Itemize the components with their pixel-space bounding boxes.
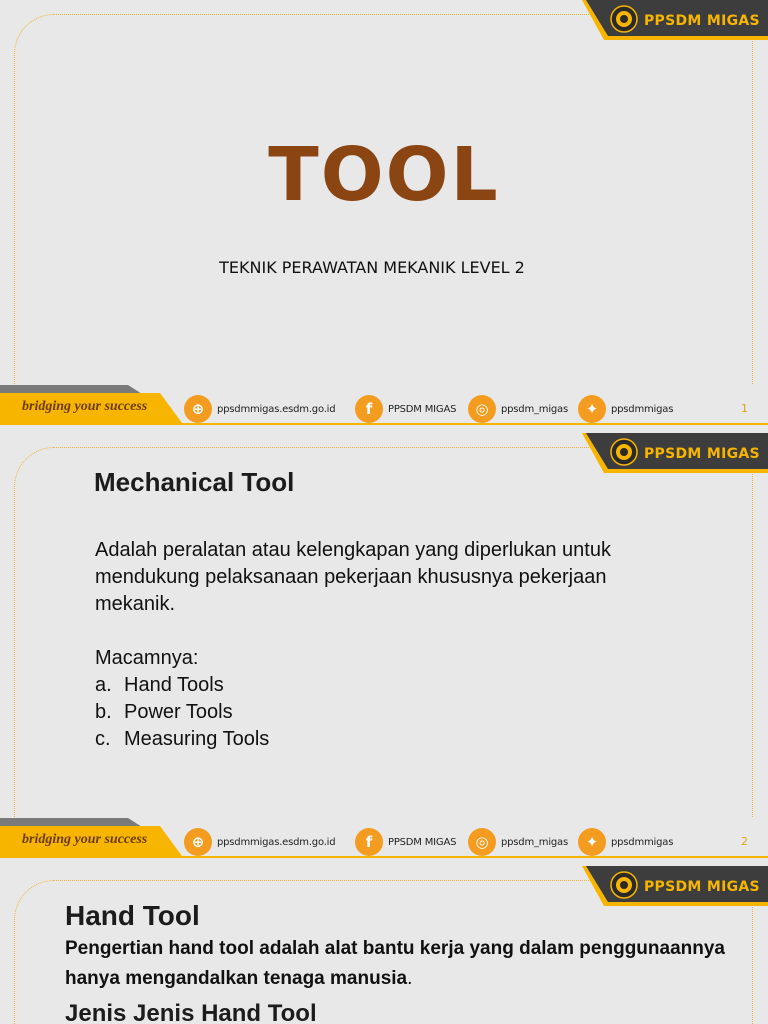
slide-subtitle: TEKNIK PERAWATAN MEKANIK LEVEL 2 [219,258,525,277]
contact-facebook[interactable] [355,828,456,856]
definition-end: . [407,968,413,989]
definition-text: Adalah peralatan atau kelengkapan yang diperlukan untuk mendukung pelaksanaan pekerjaan khususnya pekerjaan mekanik. [95,539,611,615]
contact-instagram[interactable] [468,395,568,423]
slide-title: TOOL [268,132,500,218]
page-number: 2 [741,835,748,848]
brand-badge [582,0,768,46]
contact-website-text: ppsdmmigas.esdm.go.id [217,403,336,415]
slide-footer [0,818,768,866]
contact-website[interactable] [184,828,335,856]
slide-body [95,537,655,753]
brand-name: PPSDM MIGAS [644,446,760,462]
list-item [95,672,655,699]
list-marker: c. [95,728,111,750]
list-marker: a. [95,674,112,696]
contact-facebook[interactable] [355,395,456,423]
tagline: bridging your success [22,399,148,414]
contact-twitter-text: ppsdmmigas [611,403,674,415]
slide-1 [0,0,768,433]
facebook-icon: f [355,828,383,856]
list-item-label: Power Tools [124,701,233,723]
contact-instagram-text: ppsdm_migas [501,836,568,848]
brand-badge [582,866,768,912]
instagram-icon: ◎ [468,828,496,856]
page-number: 1 [741,402,748,415]
globe-icon: ⊕ [184,828,212,856]
slide-heading: Hand Tool [65,900,200,931]
twitter-icon: ✦ [578,395,606,423]
slide-subheading: Jenis Jenis Hand Tool [65,1000,317,1024]
list-item [95,726,655,753]
contact-facebook-text: PPSDM MIGAS [388,403,457,415]
contact-twitter[interactable] [578,395,673,423]
contact-twitter-text: ppsdmmigas [611,836,674,848]
list-marker: b. [95,701,112,723]
definition-paragraph [65,934,725,994]
instagram-icon: ◎ [468,395,496,423]
contact-website[interactable] [184,395,335,423]
contact-website-text: ppsdmmigas.esdm.go.id [217,836,336,848]
brand-name: PPSDM MIGAS [644,13,760,29]
ppsdm-logo-icon [610,5,638,33]
brand-badge [582,433,768,479]
contact-twitter[interactable] [578,828,673,856]
slide-2 [0,433,768,866]
facebook-icon: f [355,395,383,423]
tagline: bridging your success [22,832,148,847]
list-item-label: Measuring Tools [124,728,270,750]
slide-3 [0,866,768,1024]
ppsdm-logo-icon [610,871,638,899]
brand-name: PPSDM MIGAS [644,879,760,895]
list-title: Macamnya: [95,647,199,669]
definition-text: Pengertian hand tool adalah alat bantu kerja yang dalam penggunaannya hanya mengandalkan tenaga manusia [65,938,725,989]
contact-facebook-text: PPSDM MIGAS [388,836,457,848]
ppsdm-logo-icon [610,438,638,466]
twitter-icon: ✦ [578,828,606,856]
list-item-label: Hand Tools [124,674,224,696]
contact-instagram[interactable] [468,828,568,856]
slide-heading: Mechanical Tool [94,467,295,497]
list-item [95,699,655,726]
slide-footer [0,385,768,433]
globe-icon: ⊕ [184,395,212,423]
contact-instagram-text: ppsdm_migas [501,403,568,415]
